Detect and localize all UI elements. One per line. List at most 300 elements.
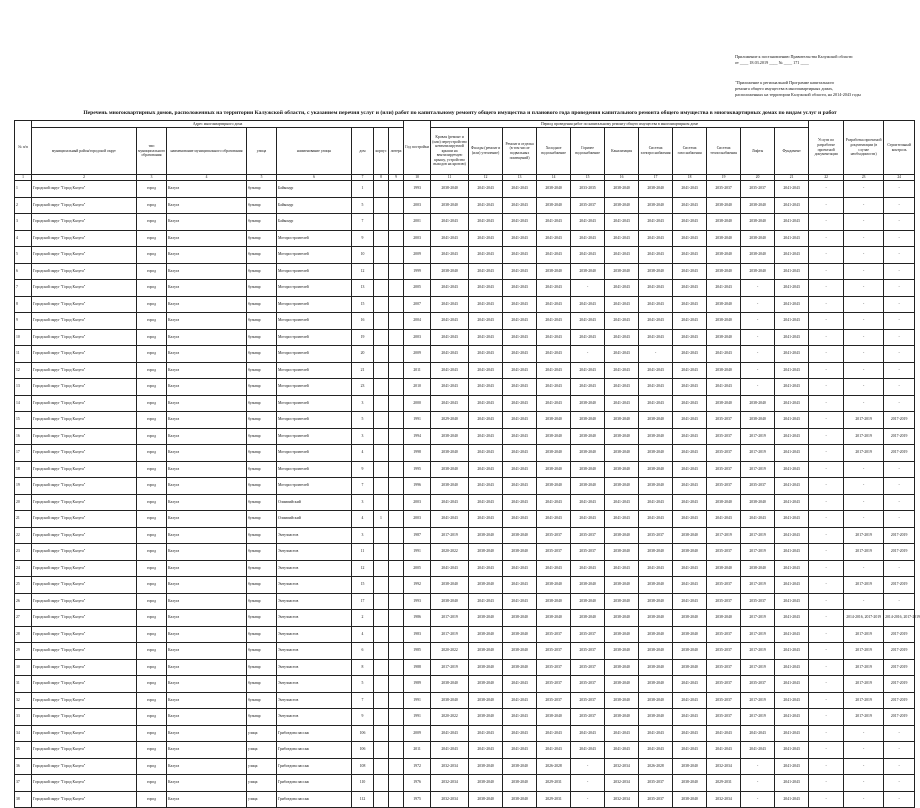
cell-litera bbox=[389, 445, 404, 462]
cell-work-period: 2041-2043 bbox=[673, 247, 707, 264]
cell-work-period: - bbox=[844, 313, 884, 330]
cell-work-period: 2032-2034 bbox=[605, 791, 639, 808]
cell-year: 1989 bbox=[404, 676, 431, 693]
col-header: Год постройки bbox=[404, 121, 431, 175]
column-number: 11 bbox=[431, 175, 469, 181]
cell-municipality-name: Калуга bbox=[167, 742, 247, 759]
cell-work-period: 2038-2040 bbox=[469, 643, 503, 660]
cell-litera bbox=[389, 346, 404, 363]
cell-house: 5 bbox=[352, 197, 374, 214]
cell-year: 1994 bbox=[404, 428, 431, 445]
cell-work-period: - bbox=[884, 791, 915, 808]
cell-year: 1985 bbox=[404, 643, 431, 660]
cell-work-period: 2035-2037 bbox=[707, 181, 741, 198]
cell-district: Городской округ "Город Калуга" bbox=[32, 346, 137, 363]
cell-work-period: 2041-2043 bbox=[605, 247, 639, 264]
cell-work-period: 2038-2040 bbox=[605, 692, 639, 709]
cell-work-period: 2038-2040 bbox=[673, 527, 707, 544]
cell-work-period: - bbox=[741, 775, 775, 792]
cell-work-period: - bbox=[571, 775, 605, 792]
cell-work-period: 2032-2034 bbox=[605, 775, 639, 792]
cell-work-period: 2017-2019 bbox=[884, 445, 915, 462]
cell-work-period: 2038-2040 bbox=[431, 692, 469, 709]
cell-litera bbox=[389, 544, 404, 561]
cell-district: Городской округ "Город Калуга" bbox=[32, 626, 137, 643]
cell-work-period: 2041-2043 bbox=[673, 511, 707, 528]
cell-work-period: 2041-2043 bbox=[775, 428, 809, 445]
cell-year: 1972 bbox=[404, 758, 431, 775]
appendix-line: от ____ 18.03.2019 ____ № ____ 171 ____ bbox=[735, 60, 809, 65]
cell-work-period: 2041-2043 bbox=[537, 395, 571, 412]
cell-work-period: 2038-2040 bbox=[605, 412, 639, 429]
cell-work-period: 2038-2040 bbox=[673, 643, 707, 660]
cell-work-period: 2041-2043 bbox=[775, 296, 809, 313]
cell-work-period: 2041-2043 bbox=[673, 395, 707, 412]
cell-work-period: - bbox=[884, 313, 915, 330]
cell-work-period: 2038-2040 bbox=[537, 478, 571, 495]
cell-municipality-name: Калуга bbox=[167, 610, 247, 627]
cell-street-type: бульвар bbox=[247, 263, 277, 280]
table-row bbox=[15, 362, 915, 379]
cell-street-type: улица bbox=[247, 758, 277, 775]
cell-work-period: 2041-2043 bbox=[639, 725, 673, 742]
cell-work-period: 2041-2043 bbox=[503, 362, 537, 379]
cell-municipality-type: город bbox=[137, 362, 167, 379]
cell-work-period: 2035-2037 bbox=[537, 626, 571, 643]
cell-street-name: Моторостроителей bbox=[277, 329, 352, 346]
cell-work-period: 2041-2043 bbox=[775, 329, 809, 346]
cell-street-name: Байконур bbox=[277, 214, 352, 231]
cell-district: Городской округ "Город Калуга" bbox=[32, 362, 137, 379]
cell-litera bbox=[389, 181, 404, 198]
cell-house: 5 bbox=[352, 676, 374, 693]
cell-district: Городской округ "Город Калуга" bbox=[32, 395, 137, 412]
cell-work-period: 2041-2043 bbox=[469, 346, 503, 363]
table-row bbox=[15, 626, 915, 643]
cell-municipality-name: Калуга bbox=[167, 280, 247, 297]
cell-year: 1995 bbox=[404, 461, 431, 478]
cell-work-period: 2041-2043 bbox=[469, 379, 503, 396]
cell-work-period: - bbox=[884, 775, 915, 792]
cell-work-period: 2038-2040 bbox=[707, 313, 741, 330]
cell-work-period: 2035-2037 bbox=[537, 692, 571, 709]
cell-municipality-type: город bbox=[137, 676, 167, 693]
cell-litera bbox=[389, 329, 404, 346]
cell-municipality-name: Калуга bbox=[167, 692, 247, 709]
cell-work-period: 2035-2037 bbox=[707, 461, 741, 478]
row-number: 30 bbox=[15, 659, 32, 676]
cell-work-period: 2038-2040 bbox=[639, 643, 673, 660]
cell-municipality-name: Калуга bbox=[167, 428, 247, 445]
row-number: 4 bbox=[15, 230, 32, 247]
cell-work-period: - bbox=[884, 725, 915, 742]
cell-work-period: 2041-2043 bbox=[469, 445, 503, 462]
cell-work-period: 2038-2040 bbox=[707, 395, 741, 412]
cell-work-period: 2041-2043 bbox=[469, 230, 503, 247]
cell-work-period: - bbox=[809, 626, 844, 643]
cell-korpus bbox=[374, 610, 389, 627]
cell-work-period: 2041-2043 bbox=[537, 346, 571, 363]
cell-house: 9 bbox=[352, 709, 374, 726]
cell-work-period: 2032-2034 bbox=[707, 791, 741, 808]
cell-work-period: 2041-2043 bbox=[775, 197, 809, 214]
cell-work-period: 2017-2019 bbox=[844, 626, 884, 643]
cell-work-period: 2041-2043 bbox=[775, 692, 809, 709]
cell-work-period: - bbox=[741, 329, 775, 346]
cell-year: 2003 bbox=[404, 329, 431, 346]
column-number: 14 bbox=[537, 175, 571, 181]
col-header: Фасады (ремонт и (или) утепление) bbox=[469, 128, 503, 175]
cell-street-type: бульвар bbox=[247, 577, 277, 594]
cell-house: 3 bbox=[352, 428, 374, 445]
table-row bbox=[15, 643, 915, 660]
cell-work-period: 2041-2043 bbox=[775, 725, 809, 742]
cell-work-period: 2038-2040 bbox=[707, 362, 741, 379]
row-number: 1 bbox=[15, 181, 32, 198]
group-header-periods: Период проведения работ по капитальному ремонту общего имущества в многоквартирном доме bbox=[431, 121, 809, 128]
cell-work-period: 2035-2037 bbox=[707, 544, 741, 561]
cell-work-period: 2017-2019 bbox=[844, 544, 884, 561]
cell-work-period: 2038-2040 bbox=[469, 709, 503, 726]
cell-street-type: бульвар bbox=[247, 313, 277, 330]
cell-work-period: 2017-2019 bbox=[741, 527, 775, 544]
cell-korpus bbox=[374, 247, 389, 264]
cell-work-period: 2041-2043 bbox=[503, 214, 537, 231]
cell-work-period: 2041-2043 bbox=[503, 329, 537, 346]
cell-work-period: - bbox=[571, 346, 605, 363]
cell-year: 2003 bbox=[404, 511, 431, 528]
cell-work-period: 2041-2043 bbox=[469, 313, 503, 330]
cell-year: 2005 bbox=[404, 560, 431, 577]
cell-work-period: - bbox=[884, 511, 915, 528]
cell-litera bbox=[389, 214, 404, 231]
table-row bbox=[15, 791, 915, 808]
cell-work-period: 2017-2019 bbox=[741, 544, 775, 561]
cell-work-period: 2038-2040 bbox=[469, 676, 503, 693]
cell-work-period: 2038-2040 bbox=[707, 197, 741, 214]
cell-street-name: Грибоедова пассаж bbox=[277, 791, 352, 808]
cell-municipality-type: город bbox=[137, 461, 167, 478]
cell-work-period: 2017-2019 bbox=[844, 643, 884, 660]
cell-municipality-name: Калуга bbox=[167, 791, 247, 808]
cell-municipality-type: город bbox=[137, 296, 167, 313]
cell-street-type: бульвар bbox=[247, 247, 277, 264]
cell-street-name: Энтузиастов bbox=[277, 593, 352, 610]
cell-work-period: 2033-2035 bbox=[571, 181, 605, 198]
cell-work-period: - bbox=[809, 791, 844, 808]
cell-work-period: 2038-2040 bbox=[639, 428, 673, 445]
cell-municipality-type: город bbox=[137, 659, 167, 676]
column-number: 21 bbox=[775, 175, 809, 181]
cell-work-period: 2017-2019 bbox=[844, 659, 884, 676]
row-number: 35 bbox=[15, 742, 32, 759]
cell-work-period: 2035-2037 bbox=[537, 643, 571, 660]
cell-work-period: 2041-2043 bbox=[707, 379, 741, 396]
cell-work-period: 2041-2043 bbox=[431, 329, 469, 346]
cell-street-name: Энтузиастов bbox=[277, 692, 352, 709]
cell-work-period: 2038-2040 bbox=[605, 544, 639, 561]
cell-work-period: 2038-2040 bbox=[537, 461, 571, 478]
cell-korpus bbox=[374, 395, 389, 412]
cell-litera bbox=[389, 577, 404, 594]
cell-work-period: 2035-2037 bbox=[707, 709, 741, 726]
cell-year: 2003 bbox=[404, 230, 431, 247]
table-row bbox=[15, 247, 915, 264]
cell-work-period: 2041-2043 bbox=[503, 247, 537, 264]
cell-work-period: 2041-2043 bbox=[673, 362, 707, 379]
cell-work-period: 2041-2043 bbox=[639, 379, 673, 396]
cell-municipality-name: Калуга bbox=[167, 593, 247, 610]
cell-litera bbox=[389, 725, 404, 742]
column-number: 22 bbox=[809, 175, 844, 181]
cell-work-period: - bbox=[884, 593, 915, 610]
cell-street-name: Моторостроителей bbox=[277, 461, 352, 478]
cell-municipality-name: Калуга bbox=[167, 412, 247, 429]
cell-municipality-name: Калуга bbox=[167, 544, 247, 561]
cell-work-period: - bbox=[884, 379, 915, 396]
cell-work-period: 2035-2037 bbox=[639, 775, 673, 792]
cell-work-period: 2041-2043 bbox=[503, 692, 537, 709]
cell-work-period: 2041-2043 bbox=[537, 280, 571, 297]
cell-litera bbox=[389, 610, 404, 627]
cell-work-period: 2038-2040 bbox=[707, 230, 741, 247]
cell-work-period: - bbox=[809, 676, 844, 693]
cell-work-period: - bbox=[844, 511, 884, 528]
cell-district: Городской округ "Город Калуга" bbox=[32, 247, 137, 264]
cell-work-period: 2035-2037 bbox=[639, 791, 673, 808]
cell-work-period: 2041-2043 bbox=[431, 214, 469, 231]
cell-work-period: - bbox=[809, 725, 844, 742]
cell-work-period: - bbox=[844, 725, 884, 742]
cell-work-period: - bbox=[809, 610, 844, 627]
cell-municipality-name: Калуга bbox=[167, 676, 247, 693]
col-header: улица bbox=[247, 128, 277, 175]
cell-work-period: - bbox=[809, 263, 844, 280]
cell-work-period: 2035-2037 bbox=[571, 544, 605, 561]
cell-korpus bbox=[374, 494, 389, 511]
cell-house: 4 bbox=[352, 445, 374, 462]
cell-litera bbox=[389, 593, 404, 610]
cell-korpus bbox=[374, 329, 389, 346]
cell-work-period: 2038-2040 bbox=[537, 181, 571, 198]
row-number: 15 bbox=[15, 412, 32, 429]
table-row bbox=[15, 280, 915, 297]
cell-district: Городской округ "Город Калуга" bbox=[32, 280, 137, 297]
cell-work-period: 2041-2043 bbox=[605, 280, 639, 297]
cell-work-period: 2038-2040 bbox=[537, 412, 571, 429]
cell-street-type: бульвар bbox=[247, 230, 277, 247]
cell-district: Городской округ "Город Калуга" bbox=[32, 544, 137, 561]
cell-work-period: 2041-2043 bbox=[605, 494, 639, 511]
cell-work-period: 2041-2043 bbox=[639, 362, 673, 379]
cell-korpus bbox=[374, 379, 389, 396]
cell-work-period: 2038-2040 bbox=[639, 676, 673, 693]
cell-work-period: - bbox=[884, 758, 915, 775]
cell-work-period: 2041-2043 bbox=[775, 362, 809, 379]
col-header: Кровля (ремонт и (или) переустройство невентилируемой крыши на вентилируемую крышу, устройство выходов на кровлю) bbox=[431, 128, 469, 175]
cell-work-period: 2041-2043 bbox=[571, 725, 605, 742]
cell-work-period: 2041-2043 bbox=[469, 511, 503, 528]
cell-year: 1976 bbox=[404, 775, 431, 792]
cell-work-period: - bbox=[884, 494, 915, 511]
cell-work-period: 2041-2043 bbox=[503, 461, 537, 478]
cell-work-period: 2041-2043 bbox=[571, 511, 605, 528]
column-number: 16 bbox=[605, 175, 639, 181]
cell-work-period: 2041-2043 bbox=[775, 758, 809, 775]
cell-house: 11 bbox=[352, 544, 374, 561]
cell-municipality-name: Калуга bbox=[167, 214, 247, 231]
cell-street-type: бульвар bbox=[247, 478, 277, 495]
cell-municipality-name: Калуга bbox=[167, 247, 247, 264]
cell-municipality-type: город bbox=[137, 626, 167, 643]
cell-work-period: 2038-2040 bbox=[639, 577, 673, 594]
cell-municipality-type: город bbox=[137, 527, 167, 544]
cell-work-period: 2041-2043 bbox=[673, 445, 707, 462]
cell-work-period: - bbox=[809, 362, 844, 379]
cell-work-period: 2041-2043 bbox=[775, 313, 809, 330]
cell-work-period: 2038-2040 bbox=[469, 626, 503, 643]
cell-work-period: 2038-2040 bbox=[605, 626, 639, 643]
cell-korpus bbox=[374, 577, 389, 594]
cell-work-period: 2032-2034 bbox=[431, 758, 469, 775]
cell-work-period: 2041-2043 bbox=[775, 626, 809, 643]
cell-street-type: бульвар bbox=[247, 692, 277, 709]
column-number: 20 bbox=[741, 175, 775, 181]
cell-municipality-name: Калуга bbox=[167, 329, 247, 346]
cell-street-type: бульвар bbox=[247, 379, 277, 396]
cell-work-period: - bbox=[809, 742, 844, 759]
cell-work-period: 2038-2040 bbox=[639, 544, 673, 561]
cell-year: 1986 bbox=[404, 610, 431, 627]
cell-work-period: 2041-2043 bbox=[639, 214, 673, 231]
cell-litera bbox=[389, 494, 404, 511]
cell-work-period: 2041-2043 bbox=[673, 263, 707, 280]
cell-work-period: - bbox=[809, 445, 844, 462]
cell-work-period: 2041-2043 bbox=[503, 395, 537, 412]
cell-work-period: 2041-2043 bbox=[605, 395, 639, 412]
cell-work-period: 2017-2019 bbox=[884, 626, 915, 643]
cell-year: 1991 bbox=[404, 544, 431, 561]
cell-work-period: 2041-2043 bbox=[741, 725, 775, 742]
column-number: 17 bbox=[639, 175, 673, 181]
cell-korpus bbox=[374, 296, 389, 313]
cell-year: 2009 bbox=[404, 346, 431, 363]
cell-work-period: 2038-2040 bbox=[503, 610, 537, 627]
col-header: дом bbox=[352, 128, 374, 175]
cell-work-period: 2038-2040 bbox=[503, 643, 537, 660]
cell-street-name: Олимпийский bbox=[277, 511, 352, 528]
cell-work-period: 2038-2040 bbox=[571, 428, 605, 445]
cell-work-period: 2038-2040 bbox=[605, 527, 639, 544]
row-number: 28 bbox=[15, 626, 32, 643]
cell-district: Городской округ "Город Калуга" bbox=[32, 725, 137, 742]
cell-work-period: 2041-2043 bbox=[775, 676, 809, 693]
cell-work-period: - bbox=[741, 379, 775, 396]
cell-work-period: 2038-2040 bbox=[571, 461, 605, 478]
cell-work-period: 2041-2043 bbox=[775, 230, 809, 247]
row-number: 9 bbox=[15, 313, 32, 330]
cell-municipality-type: город bbox=[137, 560, 167, 577]
cell-work-period: 2017-2019 bbox=[707, 527, 741, 544]
cell-work-period: 2038-2040 bbox=[639, 181, 673, 198]
cell-work-period: 2041-2043 bbox=[673, 725, 707, 742]
cell-litera bbox=[389, 263, 404, 280]
cell-municipality-name: Калуга bbox=[167, 478, 247, 495]
column-number: 23 bbox=[844, 175, 884, 181]
cell-work-period: - bbox=[844, 461, 884, 478]
cell-work-period: 2038-2040 bbox=[741, 395, 775, 412]
cell-work-period: 2038-2040 bbox=[639, 412, 673, 429]
cell-work-period: 2017-2019 bbox=[844, 412, 884, 429]
register-table bbox=[14, 120, 920, 808]
cell-korpus bbox=[374, 346, 389, 363]
cell-house: 19 bbox=[352, 329, 374, 346]
cell-work-period: - bbox=[884, 346, 915, 363]
cell-municipality-type: город bbox=[137, 478, 167, 495]
cell-work-period: 2038-2040 bbox=[605, 577, 639, 594]
cell-work-period: 2038-2040 bbox=[707, 214, 741, 231]
table-row bbox=[15, 758, 915, 775]
cell-work-period: - bbox=[844, 362, 884, 379]
column-number: 18 bbox=[673, 175, 707, 181]
cell-work-period: - bbox=[844, 263, 884, 280]
cell-work-period: 2041-2043 bbox=[537, 247, 571, 264]
cell-work-period: 2038-2040 bbox=[639, 626, 673, 643]
cell-work-period: 2017-2019 bbox=[844, 676, 884, 693]
cell-work-period: 2041-2043 bbox=[469, 428, 503, 445]
cell-municipality-name: Калуга bbox=[167, 263, 247, 280]
cell-work-period: 2041-2043 bbox=[571, 494, 605, 511]
cell-work-period: 2017-2019 bbox=[844, 692, 884, 709]
cell-house: 10 bbox=[352, 247, 374, 264]
cell-street-name: Моторостроителей bbox=[277, 296, 352, 313]
col-header: Услуги по разработке проектной документации bbox=[809, 121, 844, 175]
cell-year: 1991 bbox=[404, 709, 431, 726]
cell-street-name: Моторостроителей bbox=[277, 445, 352, 462]
cell-district: Городской округ "Город Калуга" bbox=[32, 527, 137, 544]
cell-work-period: 2041-2043 bbox=[431, 296, 469, 313]
cell-work-period: 2041-2043 bbox=[605, 214, 639, 231]
cell-municipality-name: Калуга bbox=[167, 197, 247, 214]
cell-work-period: 2038-2040 bbox=[673, 659, 707, 676]
cell-house: 3 bbox=[352, 527, 374, 544]
cell-year: 2001 bbox=[404, 214, 431, 231]
cell-work-period: 2038-2040 bbox=[741, 230, 775, 247]
cell-work-period: 2041-2043 bbox=[775, 544, 809, 561]
cell-district: Городской округ "Город Калуга" bbox=[32, 181, 137, 198]
cell-work-period: 2041-2043 bbox=[639, 511, 673, 528]
cell-work-period: 2041-2043 bbox=[503, 197, 537, 214]
cell-street-name: Моторостроителей bbox=[277, 313, 352, 330]
cell-municipality-name: Калуга bbox=[167, 643, 247, 660]
cell-district: Городской округ "Город Калуга" bbox=[32, 214, 137, 231]
cell-street-name: Энтузиастов bbox=[277, 709, 352, 726]
table-row bbox=[15, 395, 915, 412]
cell-work-period: 2035-2037 bbox=[571, 643, 605, 660]
table-row bbox=[15, 577, 915, 594]
cell-street-name: Энтузиастов bbox=[277, 527, 352, 544]
cell-litera bbox=[389, 197, 404, 214]
cell-street-type: бульвар bbox=[247, 346, 277, 363]
cell-work-period: - bbox=[844, 280, 884, 297]
cell-work-period: - bbox=[884, 461, 915, 478]
cell-house: 6 bbox=[352, 643, 374, 660]
cell-work-period: 2041-2043 bbox=[673, 346, 707, 363]
cell-house: 20 bbox=[352, 346, 374, 363]
cell-work-period: 2041-2043 bbox=[431, 725, 469, 742]
col-header: Система электроснабжения bbox=[639, 128, 673, 175]
cell-work-period: 2041-2043 bbox=[537, 742, 571, 759]
